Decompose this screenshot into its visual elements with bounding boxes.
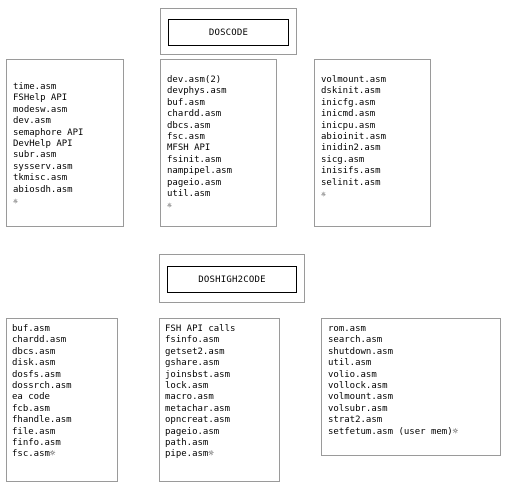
doshigh2code-header-label-box (167, 266, 297, 293)
file-entry-volsubr-asm: volsubr.asm (328, 403, 388, 414)
doscode-group-2-list (167, 75, 232, 212)
file-entry-symbol: ☼ (167, 201, 172, 211)
doshigh2code-group-1-list (12, 324, 72, 461)
file-entry-dosfs-asm: dosfs.asm (12, 369, 61, 380)
file-entry-metachar-asm: metachar.asm (165, 403, 231, 414)
doshigh2code-group-3-list (328, 324, 458, 438)
file-entry-finfo-asm: finfo.asm (12, 437, 61, 448)
file-entry-buf-asm: buf.asm (12, 324, 50, 334)
file-entry-fsinit-asm: fsinit.asm (167, 154, 222, 165)
doscode-header-frame (160, 8, 297, 55)
file-entry-pageio-asm: pageio.asm (165, 426, 220, 437)
doscode-group-1 (6, 59, 124, 227)
file-entry-dev-asm-2: dev.asm(2) (167, 75, 222, 85)
file-entry-symbol: ☼ (321, 189, 326, 199)
doscode-header-title: DOSCODE (208, 27, 249, 38)
file-entry-volmount-asm: volmount.asm (321, 75, 387, 85)
doscode-group-3-list (321, 75, 386, 200)
file-entry-mfsh-api: MFSH API (167, 143, 211, 154)
file-entry-setfetum-asm-user-mem: setfetum.asm (user mem)☼ (328, 426, 459, 437)
file-entry-fsc-asm: fsc.asm☼ (12, 449, 56, 460)
file-entry-semaphore-api: semaphore API (13, 127, 84, 138)
file-entry-inicpu-asm: inicpu.asm (321, 120, 376, 131)
file-entry-fcb-asm: fcb.asm (12, 403, 50, 414)
file-entry-fsc-asm: fsc.asm (167, 131, 205, 142)
file-entry-sysserv-asm: sysserv.asm (13, 161, 73, 172)
doshigh2code-header-title: DOSHIGH2CODE (198, 274, 266, 285)
file-entry-inicmd-asm: inicmd.asm (321, 109, 376, 120)
file-entry-tkmisc-asm: tkmisc.asm (13, 173, 68, 184)
file-entry-disk-asm: disk.asm (12, 358, 56, 369)
file-entry-chardd-asm: chardd.asm (12, 335, 67, 346)
file-entry-dskinit-asm: dskinit.asm (321, 86, 381, 97)
file-entry-rom-asm: rom.asm (328, 324, 366, 334)
file-entry-modesw-asm: modesw.asm (13, 104, 68, 115)
file-entry-util-asm: util.asm (328, 358, 372, 369)
file-entry-inisifs-asm: inisifs.asm (321, 166, 381, 177)
doshigh2code-group-1 (6, 318, 118, 482)
file-entry-abiosdh-asm: abiosdh.asm (13, 184, 73, 195)
file-entry-gshare-asm: gshare.asm (165, 358, 220, 369)
file-entry-time-asm: time.asm (13, 82, 57, 92)
file-entry-pipe-asm: pipe.asm☼ (165, 449, 214, 460)
doscode-group-3 (314, 59, 431, 227)
file-entry-volmount-asm: volmount.asm (328, 392, 394, 403)
doshigh2code-group-2 (159, 318, 280, 482)
file-entry-chardd-asm: chardd.asm (167, 109, 222, 120)
file-entry-inidin2-asm: inidin2.asm (321, 143, 381, 154)
file-entry-sicg-asm: sicg.asm (321, 154, 365, 165)
doscode-header-label-box (168, 19, 289, 46)
file-entry-strat2-asm: strat2.asm (328, 415, 383, 426)
file-entry-devphys-asm: devphys.asm (167, 86, 227, 97)
file-entry-shutdown-asm: shutdown.asm (328, 346, 394, 357)
file-entry-joinsbst-asm: joinsbst.asm (165, 369, 231, 380)
file-entry-abioinit-asm: abioinit.asm (321, 131, 387, 142)
file-entry-fshelp-api: FSHelp API (13, 93, 68, 104)
file-entry-devhelp-api: DevHelp API (13, 138, 73, 149)
doshigh2code-group-3 (321, 318, 501, 456)
file-entry-dbcs-asm: dbcs.asm (12, 346, 56, 357)
file-entry-path-asm: path.asm (165, 437, 209, 448)
file-entry-inicfg-asm: inicfg.asm (321, 97, 376, 108)
file-entry-ea-code: ea code (12, 392, 50, 403)
file-entry-lock-asm: lock.asm (165, 380, 209, 391)
file-entry-opncreat-asm: opncreat.asm (165, 415, 231, 426)
file-entry-fsh-api-calls: FSH API calls (165, 324, 236, 334)
file-entry-fsinfo-asm: fsinfo.asm (165, 335, 220, 346)
doshigh2code-group-2-list (165, 324, 235, 461)
file-entry-dev-asm: dev.asm (13, 116, 51, 127)
file-entry-getset2-asm: getset2.asm (165, 346, 225, 357)
file-entry-buf-asm: buf.asm (167, 97, 205, 108)
doscode-group-1-list (13, 82, 83, 207)
file-entry-subr-asm: subr.asm (13, 150, 57, 161)
doshigh2code-header-frame (159, 254, 305, 303)
file-entry-symbol: ☼ (13, 196, 18, 206)
file-entry-dossrch-asm: dossrch.asm (12, 380, 72, 391)
file-entry-util-asm: util.asm (167, 188, 211, 199)
file-entry-volio-asm: volio.asm (328, 369, 377, 380)
file-entry-vollock-asm: vollock.asm (328, 380, 388, 391)
file-entry-macro-asm: macro.asm (165, 392, 214, 403)
file-entry-fhandle-asm: fhandle.asm (12, 415, 72, 426)
file-entry-nampipel-asm: nampipel.asm (167, 166, 233, 177)
file-entry-pageio-asm: pageio.asm (167, 177, 222, 188)
doscode-group-2 (160, 59, 277, 227)
file-entry-search-asm: search.asm (328, 335, 383, 346)
file-entry-dbcs-asm: dbcs.asm (167, 120, 211, 131)
file-entry-file-asm: file.asm (12, 426, 56, 437)
file-entry-selinit-asm: selinit.asm (321, 177, 381, 188)
